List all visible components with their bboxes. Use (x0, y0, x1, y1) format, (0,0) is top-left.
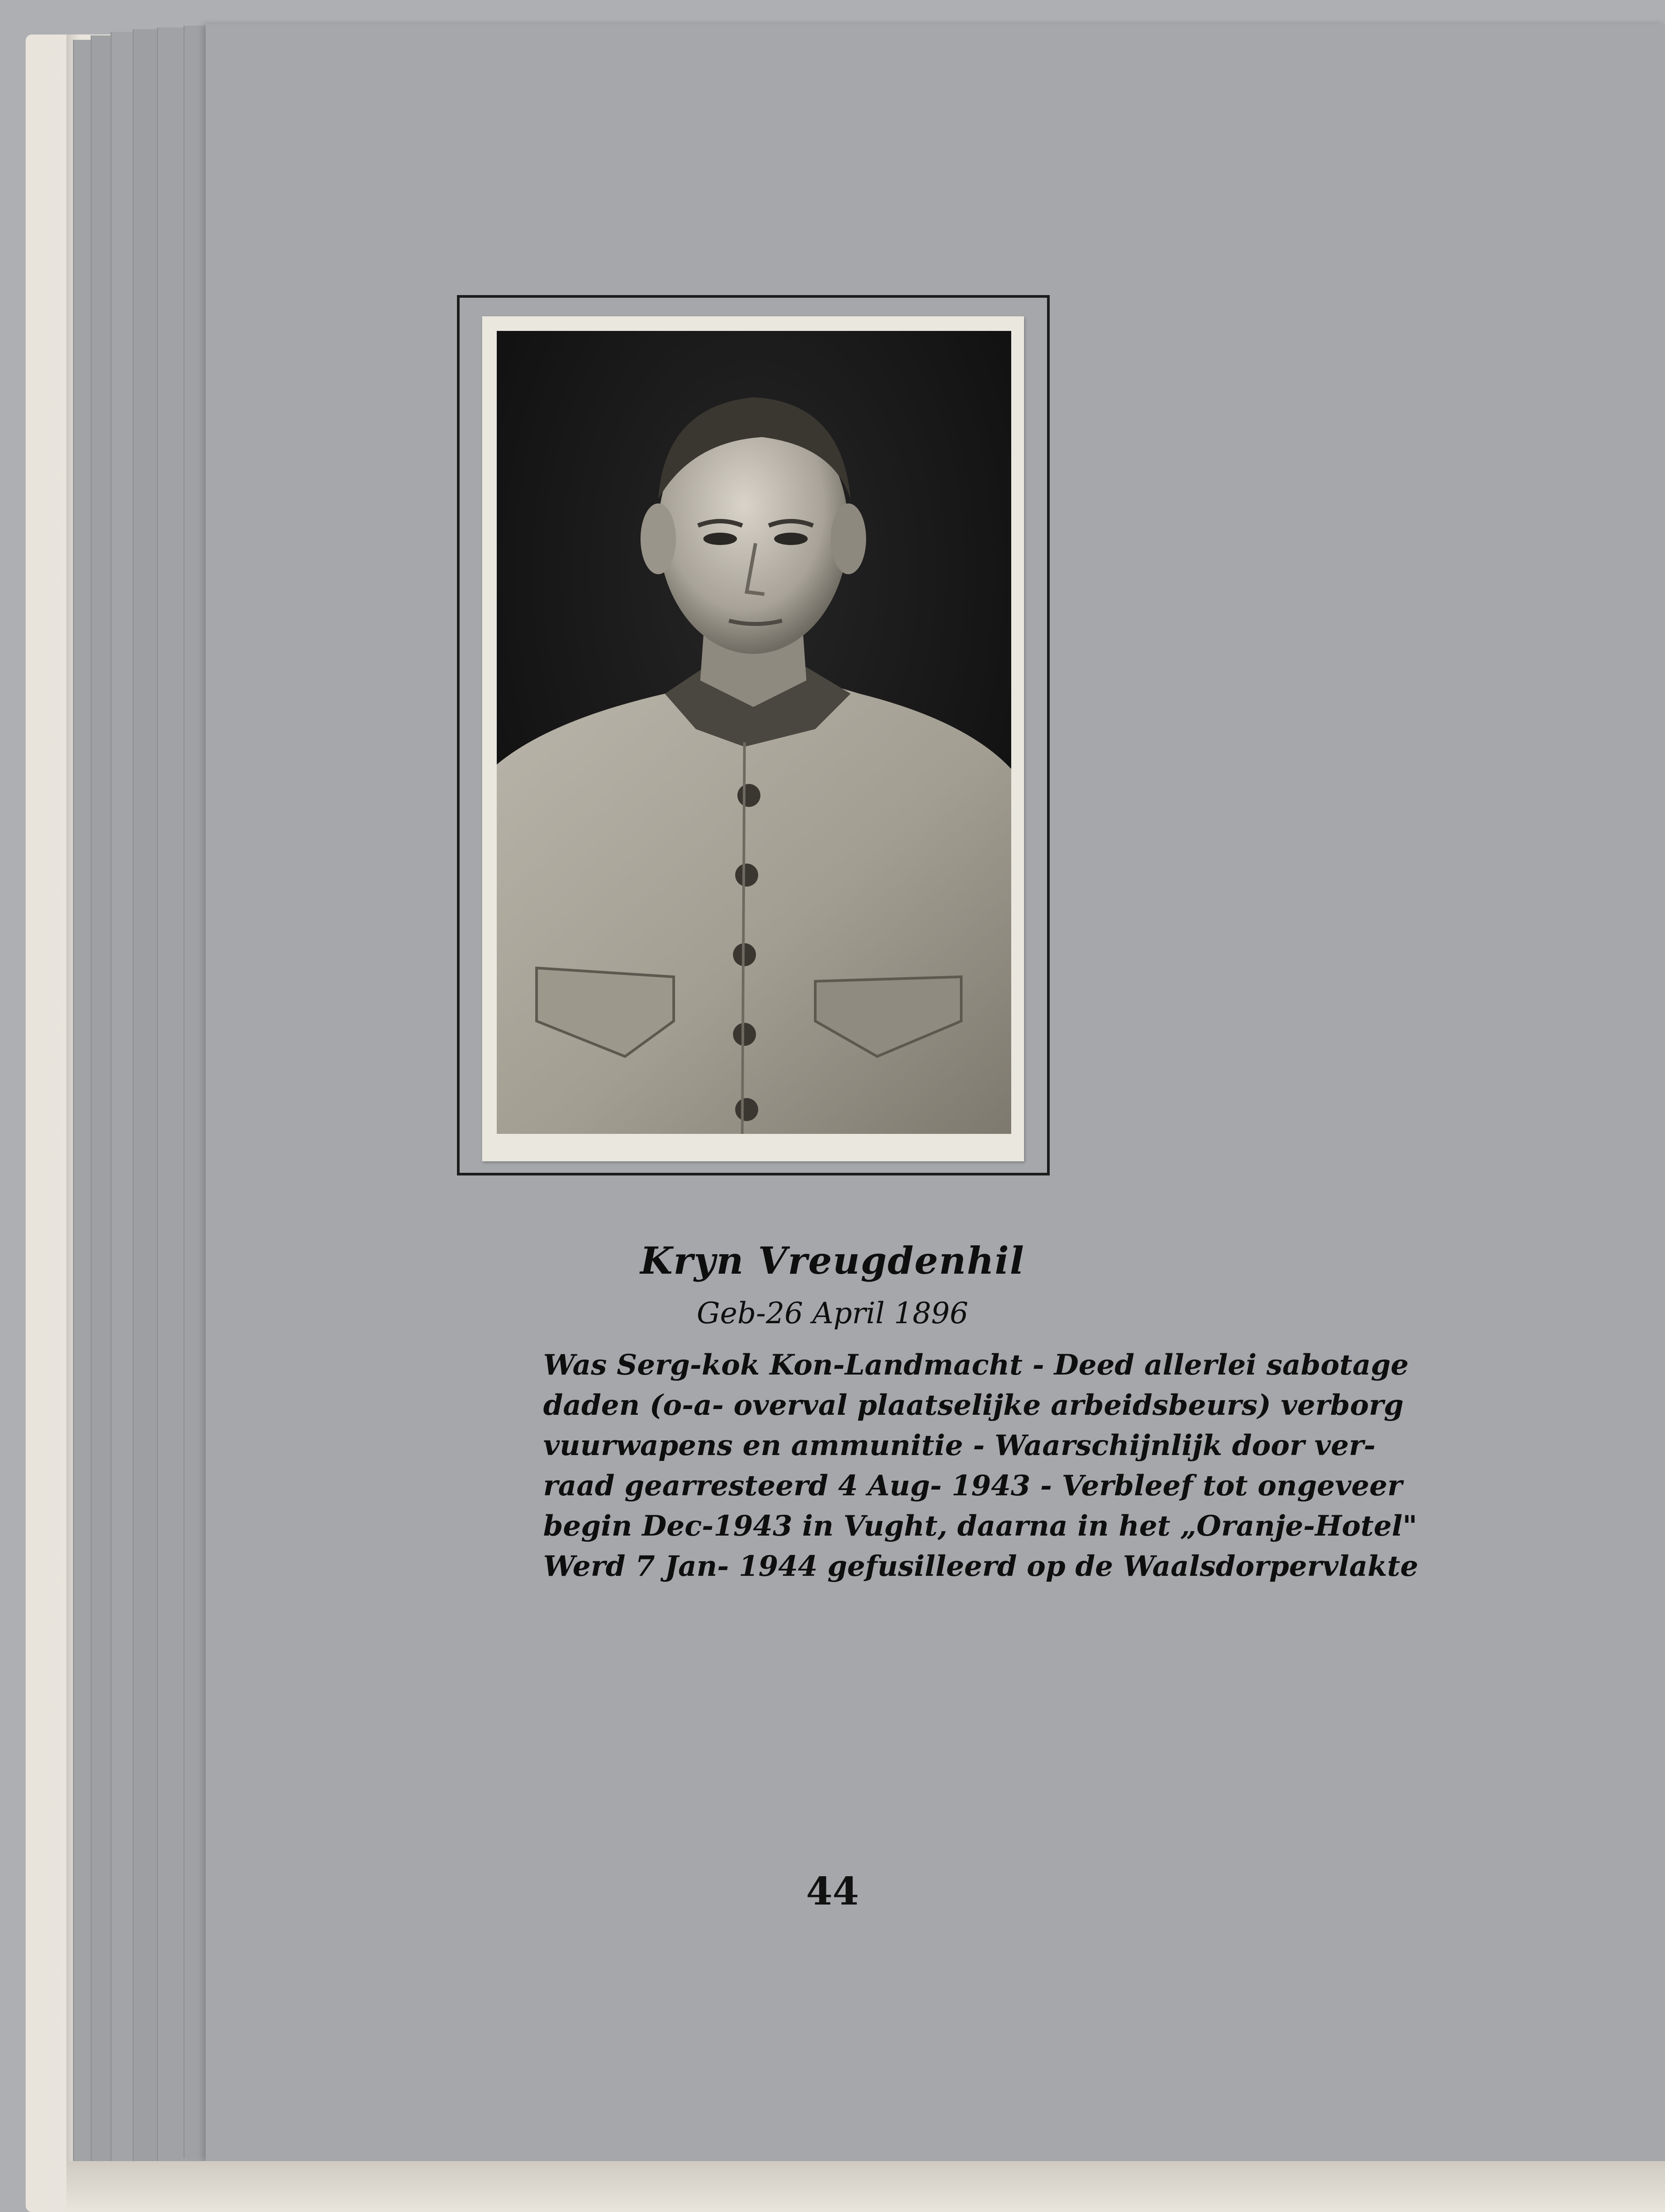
biography-line: Was Serg-kok Kon-Landmacht - Deed allerlei sabotage (543, 1348, 1409, 1382)
biography-line: begin Dec-1943 in Vught, daarna in het „Oranje-Hotel" (543, 1509, 1417, 1543)
birth-date: Geb-26 April 1896 (697, 1296, 968, 1330)
biography-line: Werd 7 Jan- 1944 gefusilleerd op de Waalsdorpervlakte (543, 1550, 1419, 1583)
portrait-illustration (497, 331, 1011, 1134)
biography-text (543, 1345, 1481, 1586)
page-number: 44 (806, 1869, 859, 1914)
portrait-photo (497, 331, 1011, 1134)
cover-bottom-edge (66, 2161, 1665, 2212)
person-name: Kryn Vreugdenhil (640, 1239, 1025, 1283)
biography-line: daden (o-a- overval plaatselijke arbeidsbeurs) verborg (543, 1389, 1404, 1422)
biography-line: raad gearresteerd 4 Aug- 1943 - Verbleef tot ongeveer (543, 1469, 1403, 1502)
biography-line: vuurwapens en ammunitie - Waarschijnlijk door ver- (543, 1429, 1376, 1462)
